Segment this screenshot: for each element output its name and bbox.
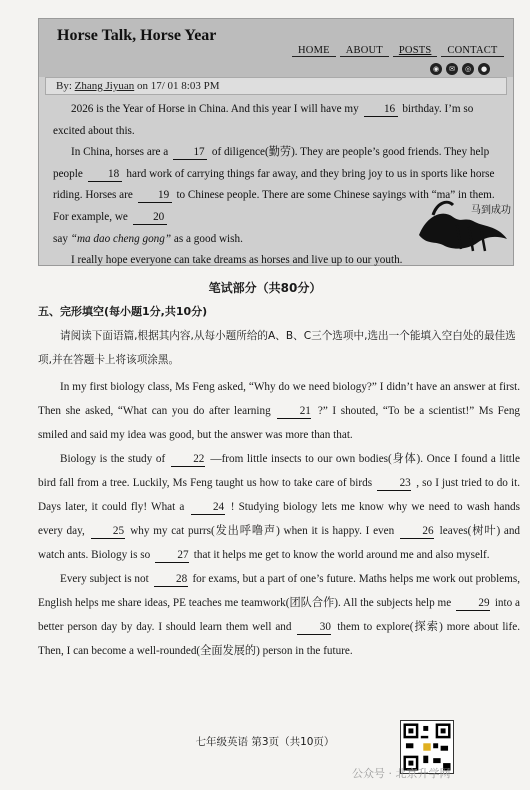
blank-21: 21 (277, 405, 311, 419)
byline (56, 80, 220, 92)
blank-25: 25 (91, 525, 125, 539)
mail-icon[interactable]: ✉ (446, 63, 458, 75)
text: In China, horses are a (71, 146, 169, 159)
blank-20: 20 (133, 211, 167, 225)
passage-paragraph (38, 567, 520, 663)
nav-home[interactable]: HOME (292, 45, 336, 57)
passage-paragraph (38, 447, 520, 567)
nav-about[interactable]: ABOUT (340, 45, 389, 57)
blank-26: 26 (400, 525, 434, 539)
text: ?” I shouted, “To be a scientist!” Ms Feng smiled and said my idea was good, but the answer was more than that. (38, 405, 521, 441)
cloze-passage (38, 375, 520, 663)
share-icon[interactable]: ◉ (430, 63, 442, 75)
blank-17: 17 (173, 146, 207, 160)
text: —from little insects to our own bodies(身体). Once I found a little bird fall from a tree. Luckily, Ms Feng taught us how to take care of birds (38, 453, 520, 489)
byline-bar (45, 77, 507, 95)
text: hard work of carrying things far away, and they bring joy to us in sports like horse riding. Horses are (53, 167, 495, 202)
text: why my cat purrs(发出呼噜声) when it is happy. I even (130, 525, 395, 537)
text: I really hope everyone can take dreams as horses and live up to our youth. (71, 254, 403, 267)
text: ! Studying biology lets me know why we need to wash hands every day, (38, 501, 521, 537)
blog-paragraph (53, 99, 503, 142)
blog-nav (292, 45, 508, 57)
passage-paragraph (38, 375, 520, 447)
section-title: 笔试部分（共80分） (208, 281, 322, 295)
blank-19: 19 (138, 189, 172, 203)
question-heading: 五、完形填空(每小题1分,共10分) (38, 305, 208, 318)
social-icons (430, 63, 490, 75)
author-link[interactable]: Zhang Jiyuan (74, 80, 135, 92)
blank-16: 16 (364, 103, 398, 117)
blank-28: 28 (154, 573, 188, 587)
nav-posts[interactable]: POSTS (393, 45, 438, 57)
text: 2026 is the Year of Horse in China. And this year I will have my (71, 103, 359, 115)
text: say (53, 232, 68, 245)
blog-title: Horse Talk, Horse Year (57, 27, 217, 44)
text: In my first biology class, Ms Feng asked, “Why do we need biology?” I didn’t have an answer at first. Then she asked, “What can you do after learning (38, 381, 520, 417)
text: Biology is the study of (60, 453, 166, 465)
text: as a good wish. (173, 232, 243, 245)
text: leaves(树叶) and watch ants. Biology is so (38, 525, 521, 561)
nav-contact[interactable]: CONTACT (441, 45, 503, 57)
post-date: on 17/ 01 8:03 PM (136, 80, 220, 92)
horse-calligraphy-art (413, 195, 511, 257)
text: of diligence(勤劳). They are people’s good friends. They help people (53, 146, 490, 180)
text: Every subject is not (60, 573, 149, 585)
text: that it helps me get to know the world around me and also myself. (193, 549, 490, 561)
text: birthday. I’m so excited about this. (53, 103, 474, 137)
blank-29: 29 (456, 597, 490, 611)
page-footer: 七年级英语 第3页（共10页） (195, 736, 335, 748)
blank-30: 30 (297, 621, 331, 635)
watermark: 公众号 · 北京升学网 (352, 767, 451, 780)
text: into a better person day by day. I should learn them well and (38, 597, 520, 633)
text: , so I just tried to do it. Days later, it could fly! What a (38, 477, 521, 513)
blank-18: 18 (88, 168, 122, 182)
instructions: 请阅读下面语篇,根据其内容,从每小题所给的A、B、C三个选项中,选出一个能填入空白处的最佳选项,并在答题卡上将该项涂黑。 (38, 330, 516, 366)
blank-22: 22 (171, 453, 205, 467)
byline-prefix: By: (56, 80, 72, 92)
blank-24: 24 (191, 501, 225, 515)
chat-icon[interactable]: ● (478, 63, 490, 75)
text: to Chinese people. There are some Chinese sayings with “ma” in them. For example, we (53, 189, 495, 223)
blank-27: 27 (155, 549, 189, 563)
text: for exams, but a part of one’s future. Maths helps me work out problems, English helps me share ideas, PE teaches me teamwork(团队合作). All the subjects help me (38, 573, 520, 609)
blog-post-panel (38, 18, 514, 266)
feed-icon[interactable]: ◎ (462, 63, 474, 75)
blank-23: 23 (377, 477, 411, 491)
text: them to explore(探索) more about life. Then, I can become a well-rounded(全面发展的) person in the future. (38, 621, 521, 657)
blog-header (39, 19, 513, 77)
art-caption: 马到成功 (471, 205, 511, 216)
saying-text: “ma dao cheng gong” (70, 232, 172, 245)
